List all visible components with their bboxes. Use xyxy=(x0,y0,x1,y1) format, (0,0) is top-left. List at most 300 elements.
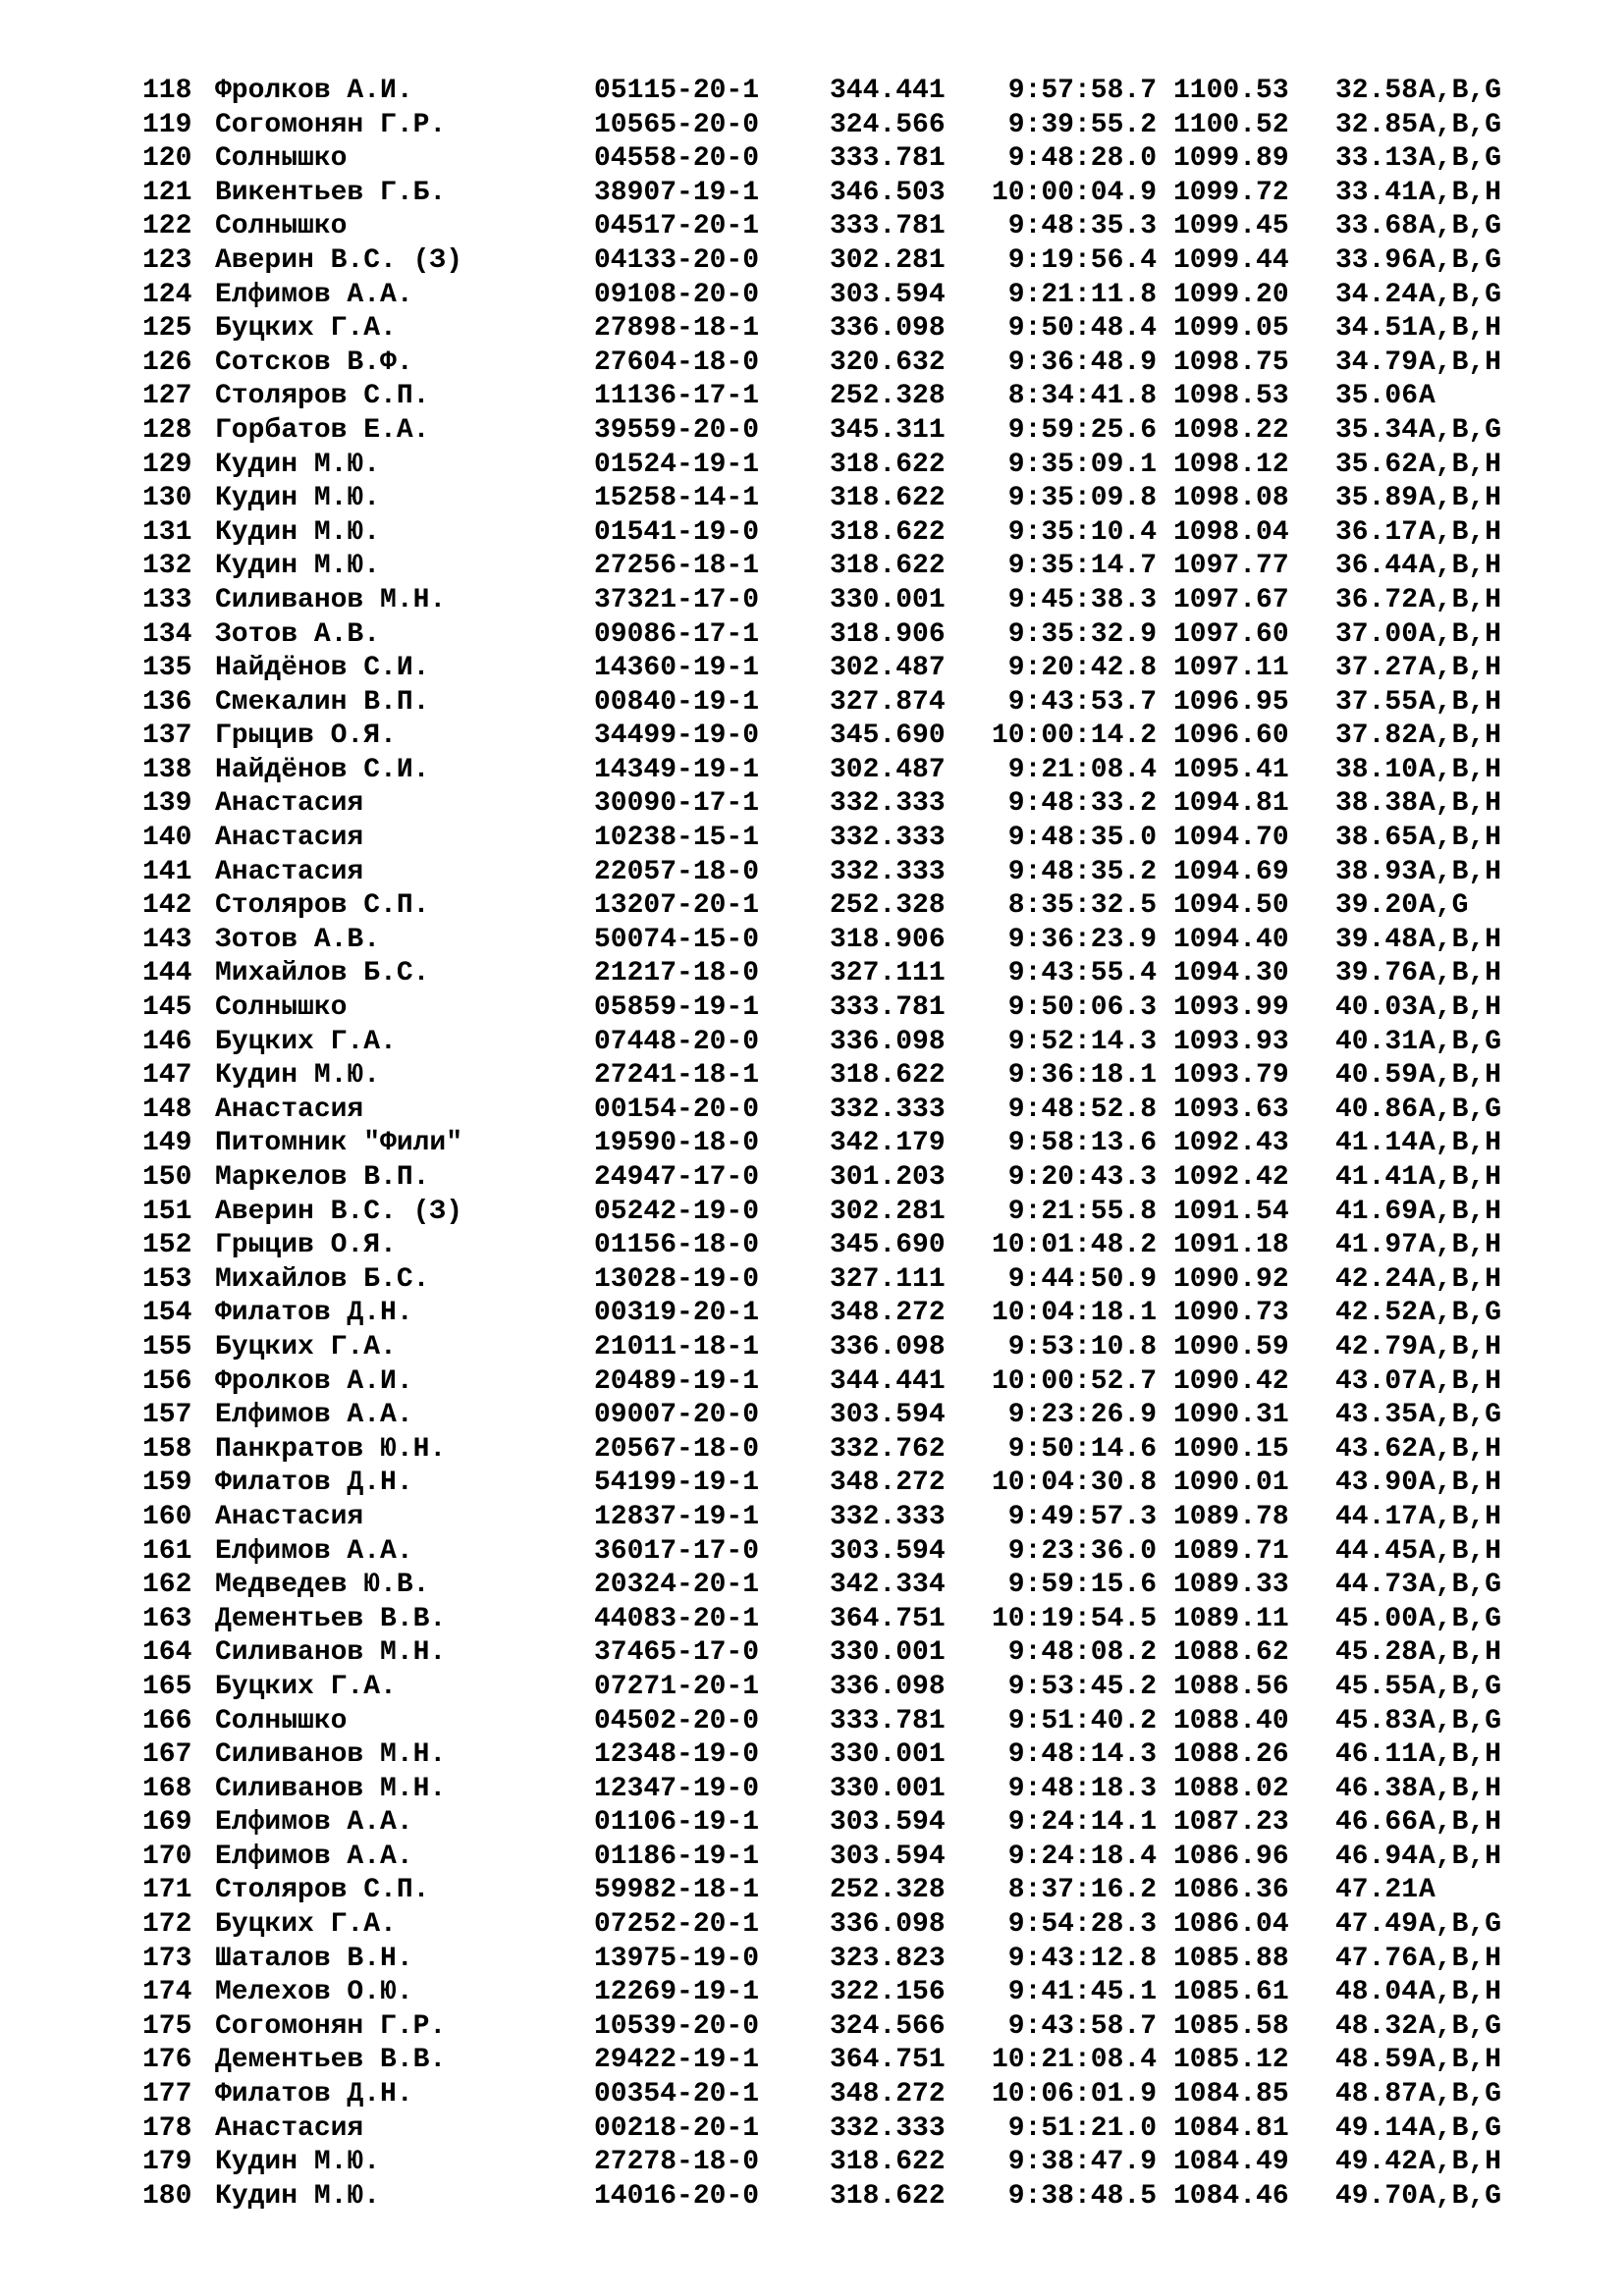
speed: 1099.72 xyxy=(1173,177,1289,208)
arrival-time: 9:58:13.6 xyxy=(1007,1128,1157,1159)
place-number: 158 xyxy=(142,1433,192,1465)
distance: 302.281 xyxy=(830,244,946,276)
ring-number: 11136-17-1 xyxy=(594,381,760,412)
coefficient: 44.73 xyxy=(1335,1570,1419,1601)
place-number: 141 xyxy=(142,856,192,887)
place-number: 147 xyxy=(142,1060,192,1092)
distance: 344.441 xyxy=(830,1365,946,1397)
coefficient: 45.00 xyxy=(1335,1603,1419,1634)
classes: A,B,H xyxy=(1419,1739,1502,1771)
ring-number: 14360-19-1 xyxy=(594,653,760,684)
ring-number: 00154-20-0 xyxy=(594,1094,760,1125)
speed: 1088.56 xyxy=(1173,1671,1289,1702)
arrival-time: 10:04:18.1 xyxy=(991,1298,1157,1329)
distance: 324.566 xyxy=(830,2010,946,2042)
distance: 330.001 xyxy=(830,584,946,615)
ring-number: 10539-20-0 xyxy=(594,2010,760,2042)
arrival-time: 9:35:09.8 xyxy=(1007,483,1157,514)
ring-number: 30090-17-1 xyxy=(594,788,760,820)
distance: 332.333 xyxy=(830,856,946,887)
classes: A xyxy=(1419,1875,1435,1906)
arrival-time: 8:35:32.5 xyxy=(1007,890,1157,922)
coefficient: 48.59 xyxy=(1335,2045,1419,2076)
distance: 346.503 xyxy=(830,177,946,208)
arrival-time: 9:20:42.8 xyxy=(1007,653,1157,684)
speed: 1099.44 xyxy=(1173,244,1289,276)
place-number: 146 xyxy=(142,1026,192,1057)
distance: 303.594 xyxy=(830,279,946,310)
place-number: 154 xyxy=(142,1298,192,1329)
place-number: 128 xyxy=(142,414,192,446)
coefficient: 36.44 xyxy=(1335,551,1419,582)
ring-number: 09007-20-0 xyxy=(594,1400,760,1431)
classes: A,B,H xyxy=(1419,618,1502,650)
owner-name: Маркелов В.П. xyxy=(215,1162,430,1193)
arrival-time: 9:36:48.9 xyxy=(1007,347,1157,378)
place-number: 180 xyxy=(142,2180,192,2212)
distance: 303.594 xyxy=(830,1841,946,1872)
owner-name: Силиванов М.Н. xyxy=(215,1773,447,1804)
place-number: 131 xyxy=(142,516,192,548)
distance: 345.690 xyxy=(830,1230,946,1261)
coefficient: 41.69 xyxy=(1335,1196,1419,1227)
ring-number: 21217-18-0 xyxy=(594,958,760,989)
place-number: 179 xyxy=(142,2147,192,2178)
coefficient: 37.55 xyxy=(1335,686,1419,718)
arrival-time: 9:35:14.7 xyxy=(1007,551,1157,582)
classes: A,B,H xyxy=(1419,516,1502,548)
distance: 318.622 xyxy=(830,516,946,548)
ring-number: 10565-20-0 xyxy=(594,109,760,140)
place-number: 161 xyxy=(142,1535,192,1567)
coefficient: 34.51 xyxy=(1335,313,1419,345)
ring-number: 24947-17-0 xyxy=(594,1162,760,1193)
distance: 318.906 xyxy=(830,924,946,955)
distance: 330.001 xyxy=(830,1773,946,1804)
classes: A,B,H xyxy=(1419,1977,1502,2008)
coefficient: 38.38 xyxy=(1335,788,1419,820)
coefficient: 40.86 xyxy=(1335,1094,1419,1125)
ring-number: 27604-18-0 xyxy=(594,347,760,378)
arrival-time: 9:23:36.0 xyxy=(1007,1535,1157,1567)
classes: A,B,H xyxy=(1419,1943,1502,1974)
speed: 1094.81 xyxy=(1173,788,1289,820)
coefficient: 37.27 xyxy=(1335,653,1419,684)
coefficient: 35.62 xyxy=(1335,449,1419,480)
ring-number: 09108-20-0 xyxy=(594,279,760,310)
arrival-time: 9:59:25.6 xyxy=(1007,414,1157,446)
arrival-time: 9:21:11.8 xyxy=(1007,279,1157,310)
arrival-time: 9:44:50.9 xyxy=(1007,1263,1157,1295)
place-number: 151 xyxy=(142,1196,192,1227)
coefficient: 38.10 xyxy=(1335,754,1419,785)
owner-name: Дементьев В.В. xyxy=(215,2045,447,2076)
distance: 318.622 xyxy=(830,2180,946,2212)
ring-number: 36017-17-0 xyxy=(594,1535,760,1567)
speed: 1099.45 xyxy=(1173,211,1289,242)
arrival-time: 9:36:23.9 xyxy=(1007,924,1157,955)
classes: A,B,H xyxy=(1419,992,1502,1024)
coefficient: 39.20 xyxy=(1335,890,1419,922)
distance: 318.622 xyxy=(830,2147,946,2178)
owner-name: Столяров С.П. xyxy=(215,381,430,412)
ring-number: 01106-19-1 xyxy=(594,1807,760,1839)
place-number: 175 xyxy=(142,2010,192,2042)
owner-name: Кудин М.Ю. xyxy=(215,516,381,548)
ring-number: 39559-20-0 xyxy=(594,414,760,446)
ring-number: 20324-20-1 xyxy=(594,1570,760,1601)
ring-number: 13975-19-0 xyxy=(594,1943,760,1974)
distance: 336.098 xyxy=(830,313,946,345)
owner-name: Буцких Г.А. xyxy=(215,1331,397,1362)
ring-number: 09086-17-1 xyxy=(594,618,760,650)
speed: 1085.61 xyxy=(1173,1977,1289,2008)
classes: A,B,G xyxy=(1419,2010,1502,2042)
owner-name: Солнышко xyxy=(215,1705,348,1736)
owner-name: Анастасия xyxy=(215,788,364,820)
arrival-time: 9:54:28.3 xyxy=(1007,1909,1157,1941)
distance: 323.823 xyxy=(830,1943,946,1974)
coefficient: 43.07 xyxy=(1335,1365,1419,1397)
place-number: 156 xyxy=(142,1365,192,1397)
coefficient: 37.00 xyxy=(1335,618,1419,650)
coefficient: 41.14 xyxy=(1335,1128,1419,1159)
speed: 1089.78 xyxy=(1173,1501,1289,1532)
place-number: 166 xyxy=(142,1705,192,1736)
owner-name: Смекалин В.П. xyxy=(215,686,430,718)
arrival-time: 9:20:43.3 xyxy=(1007,1162,1157,1193)
place-number: 124 xyxy=(142,279,192,310)
arrival-time: 9:24:18.4 xyxy=(1007,1841,1157,1872)
speed: 1099.05 xyxy=(1173,313,1289,345)
owner-name: Питомник "Фили" xyxy=(215,1128,463,1159)
owner-name: Кудин М.Ю. xyxy=(215,551,381,582)
distance: 332.333 xyxy=(830,2112,946,2144)
coefficient: 34.79 xyxy=(1335,347,1419,378)
place-number: 123 xyxy=(142,244,192,276)
arrival-time: 9:53:10.8 xyxy=(1007,1331,1157,1362)
place-number: 157 xyxy=(142,1400,192,1431)
classes: A,B,H xyxy=(1419,721,1502,752)
owner-name: Силиванов М.Н. xyxy=(215,1739,447,1771)
distance: 252.328 xyxy=(830,890,946,922)
coefficient: 42.24 xyxy=(1335,1263,1419,1295)
coefficient: 32.58 xyxy=(1335,76,1419,106)
owner-name: Викентьев Г.Б. xyxy=(215,177,447,208)
classes: A,B,H xyxy=(1419,1128,1502,1159)
arrival-time: 9:36:18.1 xyxy=(1007,1060,1157,1092)
speed: 1089.33 xyxy=(1173,1570,1289,1601)
owner-name: Солнышко xyxy=(215,992,348,1024)
speed: 1099.89 xyxy=(1173,143,1289,175)
distance: 301.203 xyxy=(830,1162,946,1193)
owner-name: Найдёнов С.И. xyxy=(215,754,430,785)
classes: A,B,G xyxy=(1419,1026,1502,1057)
coefficient: 49.70 xyxy=(1335,2180,1419,2212)
ring-number: 29422-19-1 xyxy=(594,2045,760,2076)
ring-number: 00218-20-1 xyxy=(594,2112,760,2144)
arrival-time: 9:51:40.2 xyxy=(1007,1705,1157,1736)
owner-name: Фролков А.И. xyxy=(215,76,413,106)
ring-number: 00354-20-1 xyxy=(594,2079,760,2110)
speed: 1086.04 xyxy=(1173,1909,1289,1941)
speed: 1097.67 xyxy=(1173,584,1289,615)
coefficient: 33.68 xyxy=(1335,211,1419,242)
speed: 1094.69 xyxy=(1173,856,1289,887)
arrival-time: 9:48:35.3 xyxy=(1007,211,1157,242)
ring-number: 20567-18-0 xyxy=(594,1433,760,1465)
place-number: 172 xyxy=(142,1909,192,1941)
classes: A,B,H xyxy=(1419,1433,1502,1465)
classes: A,B,G xyxy=(1419,143,1502,175)
distance: 344.441 xyxy=(830,76,946,106)
speed: 1096.60 xyxy=(1173,721,1289,752)
distance: 332.333 xyxy=(830,788,946,820)
distance: 327.111 xyxy=(830,1263,946,1295)
place-number: 177 xyxy=(142,2079,192,2110)
speed: 1090.92 xyxy=(1173,1263,1289,1295)
place-number: 126 xyxy=(142,347,192,378)
owner-name: Дементьев В.В. xyxy=(215,1603,447,1634)
owner-name: Медведев Ю.В. xyxy=(215,1570,430,1601)
distance: 333.781 xyxy=(830,992,946,1024)
classes: A,B,G xyxy=(1419,1671,1502,1702)
speed: 1098.04 xyxy=(1173,516,1289,548)
place-number: 150 xyxy=(142,1162,192,1193)
owner-name: Сотсков В.Ф. xyxy=(215,347,413,378)
place-number: 149 xyxy=(142,1128,192,1159)
owner-name: Анастасия xyxy=(215,856,364,887)
distance: 332.333 xyxy=(830,823,946,854)
arrival-time: 9:38:48.5 xyxy=(1007,2180,1157,2212)
place-number: 127 xyxy=(142,381,192,412)
speed: 1093.93 xyxy=(1173,1026,1289,1057)
owner-name: Панкратов Ю.Н. xyxy=(215,1433,447,1465)
distance: 303.594 xyxy=(830,1535,946,1567)
speed: 1094.40 xyxy=(1173,924,1289,955)
coefficient: 44.17 xyxy=(1335,1501,1419,1532)
coefficient: 33.96 xyxy=(1335,244,1419,276)
ring-number: 04502-20-0 xyxy=(594,1705,760,1736)
distance: 252.328 xyxy=(830,1875,946,1906)
distance: 318.906 xyxy=(830,618,946,650)
arrival-time: 9:43:55.4 xyxy=(1007,958,1157,989)
coefficient: 37.82 xyxy=(1335,721,1419,752)
owner-name: Кудин М.Ю. xyxy=(215,2147,381,2178)
speed: 1097.60 xyxy=(1173,618,1289,650)
speed: 1090.31 xyxy=(1173,1400,1289,1431)
arrival-time: 9:51:21.0 xyxy=(1007,2112,1157,2144)
ring-number: 12837-19-1 xyxy=(594,1501,760,1532)
owner-name: Зотов А.В. xyxy=(215,924,381,955)
speed: 1100.53 xyxy=(1173,76,1289,106)
coefficient: 35.06 xyxy=(1335,381,1419,412)
place-number: 139 xyxy=(142,788,192,820)
classes: A,B,H xyxy=(1419,551,1502,582)
place-number: 168 xyxy=(142,1773,192,1804)
ring-number: 34499-19-0 xyxy=(594,721,760,752)
arrival-time: 10:04:30.8 xyxy=(991,1468,1157,1499)
classes: A,B,H xyxy=(1419,313,1502,345)
coefficient: 38.65 xyxy=(1335,823,1419,854)
place-number: 130 xyxy=(142,483,192,514)
coefficient: 43.62 xyxy=(1335,1433,1419,1465)
ring-number: 00319-20-1 xyxy=(594,1298,760,1329)
owner-name: Кудин М.Ю. xyxy=(215,1060,381,1092)
owner-name: Анастасия xyxy=(215,1501,364,1532)
ring-number: 20489-19-1 xyxy=(594,1365,760,1397)
coefficient: 39.48 xyxy=(1335,924,1419,955)
arrival-time: 9:48:35.2 xyxy=(1007,856,1157,887)
classes: A,B,H xyxy=(1419,2147,1502,2178)
owner-name: Елфимов А.А. xyxy=(215,1400,413,1431)
classes: A,G xyxy=(1419,890,1469,922)
coefficient: 48.04 xyxy=(1335,1977,1419,2008)
owner-name: Столяров С.П. xyxy=(215,890,430,922)
arrival-time: 9:45:38.3 xyxy=(1007,584,1157,615)
classes: A,B,G xyxy=(1419,1603,1502,1634)
classes: A,B,G xyxy=(1419,1570,1502,1601)
classes: A,B,G xyxy=(1419,1094,1502,1125)
place-number: 159 xyxy=(142,1468,192,1499)
speed: 1088.40 xyxy=(1173,1705,1289,1736)
speed: 1098.75 xyxy=(1173,347,1289,378)
ring-number: 44083-20-1 xyxy=(594,1603,760,1634)
owner-name: Аверин В.С. (З) xyxy=(215,1196,463,1227)
place-number: 165 xyxy=(142,1671,192,1702)
arrival-time: 10:21:08.4 xyxy=(991,2045,1157,2076)
speed: 1084.81 xyxy=(1173,2112,1289,2144)
place-number: 167 xyxy=(142,1739,192,1771)
place-number: 137 xyxy=(142,721,192,752)
classes: A,B,H xyxy=(1419,1501,1502,1532)
distance: 322.156 xyxy=(830,1977,946,2008)
classes: A xyxy=(1419,381,1435,412)
arrival-time: 8:37:16.2 xyxy=(1007,1875,1157,1906)
distance: 342.179 xyxy=(830,1128,946,1159)
owner-name: Филатов Д.Н. xyxy=(215,2079,413,2110)
owner-name: Кудин М.Ю. xyxy=(215,2180,381,2212)
distance: 252.328 xyxy=(830,381,946,412)
classes: A,B,H xyxy=(1419,958,1502,989)
ring-number: 14349-19-1 xyxy=(594,754,760,785)
owner-name: Анастасия xyxy=(215,1094,364,1125)
speed: 1087.23 xyxy=(1173,1807,1289,1839)
speed: 1088.02 xyxy=(1173,1773,1289,1804)
distance: 303.594 xyxy=(830,1807,946,1839)
owner-name: Зотов А.В. xyxy=(215,618,381,650)
ring-number: 01156-18-0 xyxy=(594,1230,760,1261)
classes: A,B,H xyxy=(1419,1230,1502,1261)
speed: 1098.08 xyxy=(1173,483,1289,514)
speed: 1093.99 xyxy=(1173,992,1289,1024)
classes: A,B,H xyxy=(1419,483,1502,514)
place-number: 169 xyxy=(142,1807,192,1839)
classes: A,B,H xyxy=(1419,823,1502,854)
classes: A,B,G xyxy=(1419,1909,1502,1941)
arrival-time: 9:41:45.1 xyxy=(1007,1977,1157,2008)
classes: A,B,H xyxy=(1419,1331,1502,1362)
owner-name: Фролков А.И. xyxy=(215,1365,413,1397)
place-number: 132 xyxy=(142,551,192,582)
speed: 1095.41 xyxy=(1173,754,1289,785)
speed: 1098.12 xyxy=(1173,449,1289,480)
speed: 1097.77 xyxy=(1173,551,1289,582)
classes: A,B,H xyxy=(1419,584,1502,615)
classes: A,B,H xyxy=(1419,1637,1502,1669)
ring-number: 05242-19-0 xyxy=(594,1196,760,1227)
owner-name: Елфимов А.А. xyxy=(215,1807,413,1839)
arrival-time: 9:21:55.8 xyxy=(1007,1196,1157,1227)
distance: 330.001 xyxy=(830,1739,946,1771)
place-number: 176 xyxy=(142,2045,192,2076)
ring-number: 54199-19-1 xyxy=(594,1468,760,1499)
ring-number: 13207-20-1 xyxy=(594,890,760,922)
distance: 336.098 xyxy=(830,1671,946,1702)
classes: A,B,H xyxy=(1419,856,1502,887)
speed: 1098.53 xyxy=(1173,381,1289,412)
classes: A,B,G xyxy=(1419,2079,1502,2110)
owner-name: Согомонян Г.Р. xyxy=(215,2010,447,2042)
owner-name: Филатов Д.Н. xyxy=(215,1298,413,1329)
distance: 333.781 xyxy=(830,1705,946,1736)
coefficient: 34.24 xyxy=(1335,279,1419,310)
distance: 345.690 xyxy=(830,721,946,752)
owner-name: Солнышко xyxy=(215,211,348,242)
distance: 303.594 xyxy=(830,1400,946,1431)
coefficient: 35.89 xyxy=(1335,483,1419,514)
place-number: 163 xyxy=(142,1603,192,1634)
classes: A,B,H xyxy=(1419,754,1502,785)
arrival-time: 9:35:32.9 xyxy=(1007,618,1157,650)
owner-name: Михайлов Б.С. xyxy=(215,1263,430,1295)
coefficient: 43.90 xyxy=(1335,1468,1419,1499)
ring-number: 21011-18-1 xyxy=(594,1331,760,1362)
classes: A,B,H xyxy=(1419,788,1502,820)
distance: 345.311 xyxy=(830,414,946,446)
ring-number: 50074-15-0 xyxy=(594,924,760,955)
ring-number: 01541-19-0 xyxy=(594,516,760,548)
coefficient: 32.85 xyxy=(1335,109,1419,140)
speed: 1096.95 xyxy=(1173,686,1289,718)
place-number: 119 xyxy=(142,109,192,140)
coefficient: 39.76 xyxy=(1335,958,1419,989)
arrival-time: 9:53:45.2 xyxy=(1007,1671,1157,1702)
place-number: 135 xyxy=(142,653,192,684)
arrival-time: 9:38:47.9 xyxy=(1007,2147,1157,2178)
speed: 1086.96 xyxy=(1173,1841,1289,1872)
arrival-time: 9:43:58.7 xyxy=(1007,2010,1157,2042)
coefficient: 47.49 xyxy=(1335,1909,1419,1941)
distance: 336.098 xyxy=(830,1026,946,1057)
owner-name: Елфимов А.А. xyxy=(215,1535,413,1567)
arrival-time: 9:24:14.1 xyxy=(1007,1807,1157,1839)
distance: 318.622 xyxy=(830,551,946,582)
place-number: 170 xyxy=(142,1841,192,1872)
distance: 333.781 xyxy=(830,211,946,242)
distance: 302.487 xyxy=(830,754,946,785)
coefficient: 36.72 xyxy=(1335,584,1419,615)
speed: 1089.71 xyxy=(1173,1535,1289,1567)
distance: 348.272 xyxy=(830,1468,946,1499)
speed: 1084.85 xyxy=(1173,2079,1289,2110)
speed: 1088.26 xyxy=(1173,1739,1289,1771)
ring-number: 12347-19-0 xyxy=(594,1773,760,1804)
speed: 1091.54 xyxy=(1173,1196,1289,1227)
owner-name: Кудин М.Ю. xyxy=(215,449,381,480)
arrival-time: 9:50:14.6 xyxy=(1007,1433,1157,1465)
classes: A,B,H xyxy=(1419,177,1502,208)
